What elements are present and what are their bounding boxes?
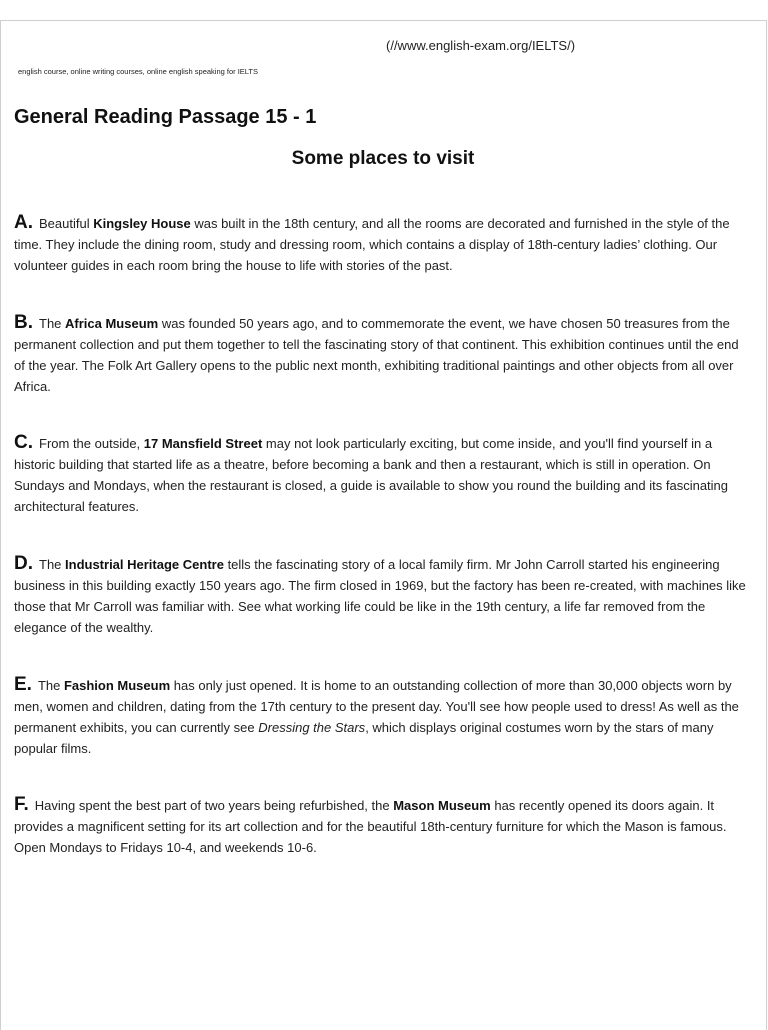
section-letter: F.: [14, 794, 29, 815]
section-text: The: [37, 678, 64, 693]
section-c: [14, 432, 752, 517]
document-page: [0, 20, 767, 1030]
section-letter: D.: [14, 553, 33, 574]
section-text: was founded 50 years ago, and to commemorate the event, we have chosen 50 treasures from the permanent collection and put them together to tell the fascinating story of that continent. This exhibition continues until the end of the year. The Folk Art Gallery opens to the public next month, exhibiting traditional paintings and other objects from all over Africa.: [14, 316, 739, 394]
place-name: Kingsley House: [93, 216, 191, 231]
section-letter: B.: [14, 312, 33, 333]
section-a: [14, 212, 752, 276]
section-text: Beautiful: [39, 216, 94, 231]
place-name: Mason Museum: [393, 798, 491, 813]
section-text: Having spent the best part of two years being refurbished, the: [34, 798, 394, 813]
passage-title: General Reading Passage 15 - 1: [14, 106, 317, 128]
place-name: Fashion Museum: [63, 678, 171, 693]
exhibition-title: Dressing the Stars: [258, 720, 366, 735]
place-name: Africa Museum: [65, 316, 159, 331]
section-text: was built in the 18th century, and all the rooms are decorated and furnished in the style of the time. They include the dining room, study and dressing room, which contains a display of 18th-century ladies’ clothing. Our volunteer guides in each room bring the house to life with stories of the past.: [14, 216, 730, 273]
section-letter: E.: [14, 674, 32, 695]
site-url-link[interactable]: (//www.english-exam.org/IELTS/): [386, 38, 576, 53]
section-text: The: [39, 316, 66, 331]
place-name: Industrial Heritage Centre: [65, 557, 224, 572]
passage-subtitle: Some places to visit: [291, 148, 475, 169]
section-text: tells the fascinating story of a local family firm. Mr John Carroll started his engineering business in this building exactly 150 years ago. The firm closed in 1969, but the factory has been re-created, with machines like those that Mr Carroll was familiar with. See what working life could be like in the 19th century, a life far removed from the elegance of the wealthy.: [14, 557, 746, 635]
section-e: [14, 674, 752, 759]
section-text: , which displays original costumes worn by the stars of many popular films.: [14, 720, 714, 756]
section-b: [14, 312, 752, 397]
place-name: 17 Mansfield Street: [143, 436, 263, 451]
section-d: [14, 553, 752, 638]
section-text: has only just opened. It is home to an outstanding collection of more than 30,000 objects worn by men, women and children, dating from the 17th century to the present day. You'll see how people used to dress! As well as the permanent exhibits, you can currently see: [14, 678, 739, 735]
section-text: The: [39, 557, 66, 572]
section-letter: C.: [14, 432, 33, 453]
section-text: may not look particularly exciting, but come inside, and you'll find yourself in a historic building that started life as a theatre, before becoming a bank and then a restaurant, which is still in operation. On Sundays and Mondays, when the restaurant is closed, a guide is available to show you round the building and its fascinating architectural features.: [14, 436, 729, 514]
section-text: From the outside,: [39, 436, 144, 451]
section-letter: A.: [14, 212, 33, 233]
section-f: [14, 794, 752, 858]
site-tagline: english course, online writing courses, online english speaking for IELTS: [18, 67, 258, 76]
section-text: has recently opened its doors again. It provides a magnificent setting for its art collection and for the beautiful 18th-century furniture for which the Mason is famous. Open Mondays to Fridays 10-4, and weekends 10-6.: [14, 798, 727, 855]
